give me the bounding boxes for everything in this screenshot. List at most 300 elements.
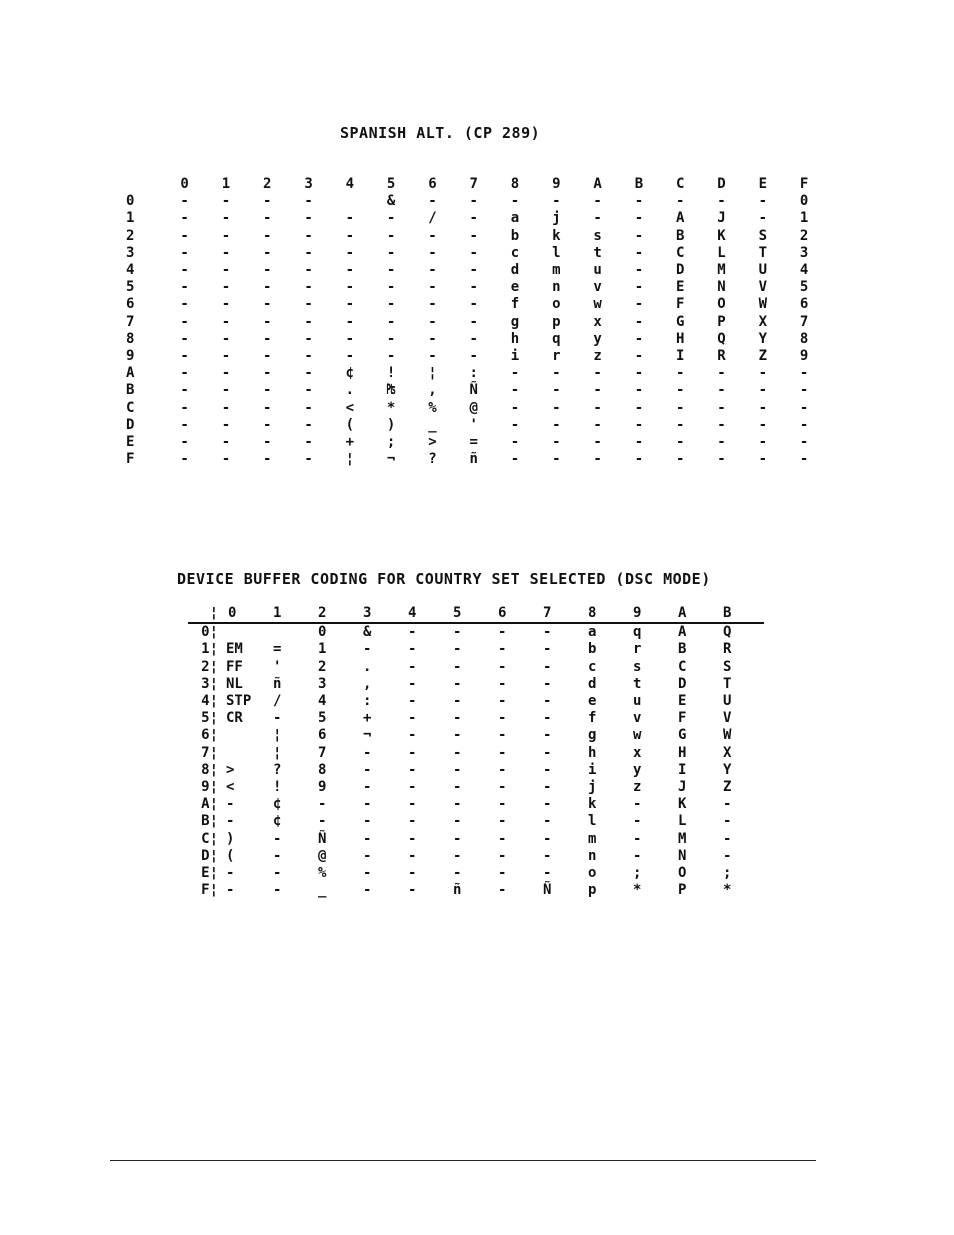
- row-header: 3¦: [201, 675, 218, 692]
- code-cell: N: [717, 279, 726, 296]
- code-cell: -: [408, 693, 417, 710]
- code-cell: ñ: [273, 675, 282, 692]
- table-row: [188, 745, 764, 762]
- code-cell: -: [221, 210, 231, 227]
- code-cell: -: [318, 813, 327, 830]
- code-cell: h: [510, 330, 520, 347]
- code-cell: -: [469, 210, 478, 227]
- code-cell: ñ: [453, 882, 462, 899]
- code-cell: -: [363, 864, 372, 881]
- code-cell: 4: [318, 693, 327, 710]
- code-cell: 5: [318, 710, 327, 727]
- code-cell: q: [633, 624, 642, 641]
- code-cell: -: [634, 193, 644, 210]
- row-header: 6: [126, 296, 135, 313]
- code-cell: -: [428, 193, 437, 210]
- code-cell: -: [498, 727, 507, 744]
- code-cell: [224, 745, 269, 762]
- code-cell: -: [543, 778, 552, 795]
- code-cell: -: [543, 744, 552, 761]
- code-cell: v: [593, 279, 602, 296]
- code-cell: -: [634, 296, 644, 313]
- code-cell: I: [675, 347, 685, 364]
- code-cell: !: [386, 365, 396, 382]
- code-cell: -: [221, 399, 231, 416]
- code-cell: ;: [633, 864, 642, 881]
- code-cell: -: [634, 210, 644, 227]
- code-cell: -: [469, 244, 478, 261]
- code-cell: >: [226, 761, 235, 778]
- code-cell: ¦: [273, 744, 282, 761]
- column-header: C: [675, 176, 685, 193]
- code-cell: -: [510, 365, 520, 382]
- code-cell: -: [386, 330, 396, 347]
- code-cell: -: [498, 864, 507, 881]
- code-cell: /: [273, 693, 282, 710]
- code-cell: 7: [318, 744, 327, 761]
- code-cell: -: [226, 882, 235, 899]
- code-cell: 9: [318, 778, 327, 795]
- code-cell: A: [675, 210, 685, 227]
- table-row: [110, 417, 825, 434]
- code-cell: ;: [386, 433, 396, 450]
- code-cell: -: [221, 416, 231, 433]
- code-cell: -: [304, 210, 313, 227]
- column-header: 0: [224, 605, 269, 623]
- code-cell: -: [469, 347, 478, 364]
- column-header: 4: [345, 176, 355, 193]
- code-cell: w: [633, 727, 642, 744]
- code-cell: j: [552, 210, 561, 227]
- code-cell: EM: [226, 641, 243, 658]
- code-cell: s: [633, 658, 642, 675]
- column-header: 8: [510, 176, 520, 193]
- code-cell: U: [723, 693, 732, 710]
- code-cell: -: [386, 262, 396, 279]
- code-cell: -: [675, 451, 685, 468]
- code-cell: -: [273, 864, 282, 881]
- code-cell: -: [428, 279, 437, 296]
- code-cell: G: [678, 727, 687, 744]
- code-cell: Ñ: [469, 382, 478, 399]
- row-header: 4: [126, 262, 135, 279]
- table-row: [188, 641, 764, 658]
- table-row: [188, 762, 764, 779]
- column-header: 9: [552, 176, 561, 193]
- code-cell: -: [799, 365, 809, 382]
- code-cell: y: [593, 330, 602, 347]
- code-cell: -: [498, 813, 507, 830]
- row-header: 2: [126, 227, 135, 244]
- code-cell: -: [717, 451, 726, 468]
- code-cell: 1: [799, 210, 809, 227]
- code-cell: P: [717, 313, 726, 330]
- code-cell: 8: [318, 761, 327, 778]
- code-cell: T: [723, 675, 732, 692]
- code-cell: -: [408, 675, 417, 692]
- column-header: E: [758, 176, 768, 193]
- code-cell: -: [180, 210, 189, 227]
- row-header: 0¦: [201, 624, 218, 641]
- code-cell: -: [318, 796, 327, 813]
- column-header: 1: [221, 176, 231, 193]
- column-header: 0: [180, 176, 189, 193]
- code-cell: -: [428, 227, 437, 244]
- code-cell: -: [543, 761, 552, 778]
- code-cell: -: [799, 433, 809, 450]
- code-cell: -: [593, 416, 602, 433]
- code-cell: -: [453, 693, 462, 710]
- code-cell: -: [633, 796, 642, 813]
- code-cell: -: [552, 451, 561, 468]
- table1-body: [110, 193, 825, 468]
- code-cell: I: [678, 761, 687, 778]
- code-cell: -: [304, 313, 313, 330]
- code-cell: -: [304, 365, 313, 382]
- code-cell: -: [180, 399, 189, 416]
- code-cell: -: [363, 778, 372, 795]
- cp289-code-table: [110, 176, 825, 468]
- code-cell: *: [633, 882, 642, 899]
- code-cell: -: [717, 399, 726, 416]
- code-cell: r: [633, 641, 642, 658]
- code-cell: b: [588, 641, 597, 658]
- code-cell: -: [453, 761, 462, 778]
- code-cell: X: [758, 313, 768, 330]
- code-cell: x: [633, 744, 642, 761]
- row-header: C: [126, 399, 135, 416]
- row-header: E: [126, 433, 135, 450]
- code-cell: -: [263, 365, 272, 382]
- column-header: 3: [304, 176, 313, 193]
- code-cell: -: [543, 658, 552, 675]
- code-cell: -: [723, 813, 732, 830]
- code-cell: -: [363, 830, 372, 847]
- code-cell: -: [363, 761, 372, 778]
- code-cell: Q: [723, 624, 732, 641]
- row-header: 4¦: [201, 693, 218, 710]
- code-cell: V: [758, 279, 768, 296]
- code-cell: -: [498, 796, 507, 813]
- code-cell: -: [633, 830, 642, 847]
- code-cell: -: [453, 710, 462, 727]
- table-row: [188, 865, 764, 882]
- code-cell: -: [304, 193, 313, 210]
- code-cell: Z: [758, 347, 768, 364]
- code-cell: -: [498, 882, 507, 899]
- table-row: [188, 848, 764, 865]
- code-cell: ): [386, 416, 396, 433]
- code-cell: -: [273, 847, 282, 864]
- code-cell: -: [453, 796, 462, 813]
- code-cell: w: [593, 296, 602, 313]
- code-cell: -: [428, 296, 437, 313]
- code-cell: -: [593, 210, 602, 227]
- row-header: A¦: [201, 796, 218, 813]
- code-cell: 7: [799, 313, 809, 330]
- code-cell: i: [510, 347, 520, 364]
- code-cell: D: [678, 675, 687, 692]
- table2-title: DEVICE BUFFER CODING FOR COUNTRY SET SELECTED (DSC MODE): [177, 570, 711, 588]
- code-cell: -: [593, 365, 602, 382]
- table-row: [110, 314, 825, 331]
- code-cell: -: [675, 382, 685, 399]
- code-cell: a: [510, 210, 520, 227]
- code-cell: -: [453, 864, 462, 881]
- column-header: 8: [584, 605, 629, 623]
- code-cell: -: [552, 399, 561, 416]
- code-cell: -: [263, 330, 272, 347]
- code-cell: ,: [428, 382, 437, 399]
- code-cell: %: [428, 399, 437, 416]
- code-cell: -: [408, 624, 417, 641]
- table1-title: SPANISH ALT. (CP 289): [340, 124, 541, 142]
- code-cell: +: [363, 710, 372, 727]
- code-cell: -: [263, 244, 272, 261]
- code-cell: -: [408, 796, 417, 813]
- code-cell: -: [221, 244, 231, 261]
- code-cell: ¦: [428, 365, 437, 382]
- code-cell: P: [678, 882, 687, 899]
- code-cell: -: [498, 675, 507, 692]
- code-cell: -: [273, 882, 282, 899]
- code-cell: 5: [799, 279, 809, 296]
- code-cell: -: [469, 279, 478, 296]
- code-cell: -: [498, 641, 507, 658]
- code-cell: g: [588, 727, 597, 744]
- table-row: [188, 659, 764, 676]
- code-cell: -: [469, 330, 478, 347]
- row-header: 5: [126, 279, 135, 296]
- code-cell: -: [510, 433, 520, 450]
- code-cell: -: [304, 347, 313, 364]
- row-header: E¦: [201, 864, 218, 881]
- code-cell: ): [226, 830, 235, 847]
- code-cell: ¢: [273, 813, 282, 830]
- code-cell: 1: [318, 641, 327, 658]
- code-cell: -: [723, 847, 732, 864]
- table-row: [110, 331, 825, 348]
- table-row: [110, 245, 825, 262]
- code-cell: L: [717, 244, 726, 261]
- code-cell: d: [588, 675, 597, 692]
- code-cell: L: [678, 813, 687, 830]
- code-cell: CR: [226, 710, 243, 727]
- code-cell: ¢: [273, 796, 282, 813]
- code-cell: -: [510, 451, 520, 468]
- code-cell: -: [304, 262, 313, 279]
- code-cell: Q: [717, 330, 726, 347]
- code-cell: -: [263, 193, 272, 210]
- code-cell: s: [593, 227, 602, 244]
- code-cell: -: [453, 675, 462, 692]
- code-cell: -: [593, 433, 602, 450]
- code-cell: -: [304, 416, 313, 433]
- code-cell: n: [552, 279, 561, 296]
- code-cell: -: [408, 847, 417, 864]
- code-cell: o: [588, 864, 597, 881]
- row-header: 7¦: [201, 744, 218, 761]
- code-cell: -: [273, 710, 282, 727]
- code-cell: -: [304, 433, 313, 450]
- code-cell: -: [543, 830, 552, 847]
- code-cell: NL: [226, 675, 243, 692]
- code-cell: =: [273, 641, 282, 658]
- code-cell: O: [678, 864, 687, 881]
- code-cell: 8: [799, 330, 809, 347]
- table-row: [188, 830, 764, 847]
- code-cell: -: [363, 813, 372, 830]
- code-cell: N: [678, 847, 687, 864]
- code-cell: -: [180, 416, 189, 433]
- code-cell: 3: [799, 244, 809, 261]
- code-cell: -: [543, 641, 552, 658]
- row-header: 8: [126, 330, 135, 347]
- code-cell: -: [675, 365, 685, 382]
- code-cell: -: [543, 796, 552, 813]
- code-cell: -: [180, 227, 189, 244]
- row-header: F¦: [201, 882, 218, 899]
- code-cell: -: [221, 330, 231, 347]
- code-cell: -: [363, 744, 372, 761]
- code-cell: R: [717, 347, 726, 364]
- code-cell: [224, 727, 269, 744]
- code-cell: [269, 623, 314, 641]
- code-cell: FF: [226, 658, 243, 675]
- column-header: 9: [629, 605, 674, 623]
- code-cell: Z: [723, 778, 732, 795]
- code-cell: p: [552, 313, 561, 330]
- code-cell: %: [318, 864, 327, 881]
- code-cell: ?: [428, 451, 437, 468]
- code-cell: -: [634, 227, 644, 244]
- code-cell: -: [180, 313, 189, 330]
- code-cell: U: [758, 262, 768, 279]
- code-cell: -: [543, 864, 552, 881]
- column-header: 7: [469, 176, 478, 193]
- code-cell: .: [345, 382, 355, 399]
- table1-column-header-row: [110, 176, 825, 193]
- table-row: [110, 193, 825, 210]
- column-header: 7: [539, 605, 584, 623]
- column-header: 6: [494, 605, 539, 623]
- code-cell: -: [180, 382, 189, 399]
- code-cell: -: [304, 296, 313, 313]
- row-header: 8¦: [201, 761, 218, 778]
- code-cell: *: [723, 882, 732, 899]
- table-row: [188, 813, 764, 830]
- table-row: [110, 228, 825, 245]
- column-header: 5: [449, 605, 494, 623]
- code-cell: -: [634, 347, 644, 364]
- table-row: [110, 365, 825, 382]
- code-cell: A: [678, 624, 687, 641]
- code-cell: n: [588, 847, 597, 864]
- code-cell: 9: [799, 347, 809, 364]
- code-cell: <: [226, 778, 235, 795]
- code-cell: x: [593, 313, 602, 330]
- code-cell: 0: [799, 193, 809, 210]
- code-cell: -: [304, 244, 313, 261]
- code-cell: -: [758, 193, 768, 210]
- code-cell: -: [634, 399, 644, 416]
- code-cell: -: [593, 451, 602, 468]
- row-header: 5¦: [201, 710, 218, 727]
- code-cell: Ñ: [543, 882, 552, 899]
- code-cell: -: [221, 193, 231, 210]
- code-cell: g: [510, 313, 520, 330]
- code-cell: -: [758, 210, 768, 227]
- code-cell: -: [469, 227, 478, 244]
- code-cell: y: [633, 761, 642, 778]
- code-cell: u: [593, 262, 602, 279]
- code-cell: -: [428, 313, 437, 330]
- code-cell: c: [510, 244, 520, 261]
- column-header: A: [593, 176, 602, 193]
- code-cell: R: [723, 641, 732, 658]
- code-cell: -: [717, 416, 726, 433]
- code-cell: -: [593, 399, 602, 416]
- code-cell: -: [180, 347, 189, 364]
- code-cell: -: [221, 296, 231, 313]
- code-cell: -: [221, 313, 231, 330]
- code-cell: -: [226, 796, 235, 813]
- code-cell: X: [723, 744, 732, 761]
- code-cell: -: [498, 761, 507, 778]
- row-header: 9: [126, 347, 135, 364]
- code-cell: m: [588, 830, 597, 847]
- code-cell: 0: [318, 624, 327, 641]
- code-cell: q: [552, 330, 561, 347]
- code-cell: -: [428, 244, 437, 261]
- code-cell: !: [273, 778, 282, 795]
- code-cell: -: [226, 864, 235, 881]
- code-cell: t: [593, 244, 602, 261]
- table-row: [110, 382, 825, 399]
- code-cell: -: [408, 830, 417, 847]
- code-cell: -: [428, 262, 437, 279]
- code-cell: -: [304, 451, 313, 468]
- code-cell: 2: [799, 227, 809, 244]
- code-cell: F: [678, 710, 687, 727]
- code-cell: >: [428, 433, 437, 450]
- code-cell: -: [408, 710, 417, 727]
- code-cell: *: [386, 399, 396, 416]
- code-cell: -: [469, 193, 478, 210]
- code-cell: -: [263, 227, 272, 244]
- code-cell: -: [221, 382, 231, 399]
- code-cell: -: [634, 416, 644, 433]
- code-cell: -: [345, 313, 355, 330]
- code-cell: _: [318, 882, 327, 899]
- table-row: [110, 210, 825, 227]
- code-cell: W: [758, 296, 768, 313]
- code-cell: .: [363, 658, 372, 675]
- code-cell: o: [552, 296, 561, 313]
- code-cell: -: [408, 882, 417, 899]
- code-cell: -: [634, 451, 644, 468]
- code-cell: +: [345, 433, 355, 450]
- code-cell: -: [552, 416, 561, 433]
- table-row: [188, 623, 764, 641]
- code-cell: -: [263, 416, 272, 433]
- code-cell: -: [180, 193, 189, 210]
- column-header: F: [799, 176, 809, 193]
- code-cell: -: [552, 382, 561, 399]
- code-cell: -: [675, 193, 685, 210]
- code-cell: k: [588, 796, 597, 813]
- code-cell: -: [408, 778, 417, 795]
